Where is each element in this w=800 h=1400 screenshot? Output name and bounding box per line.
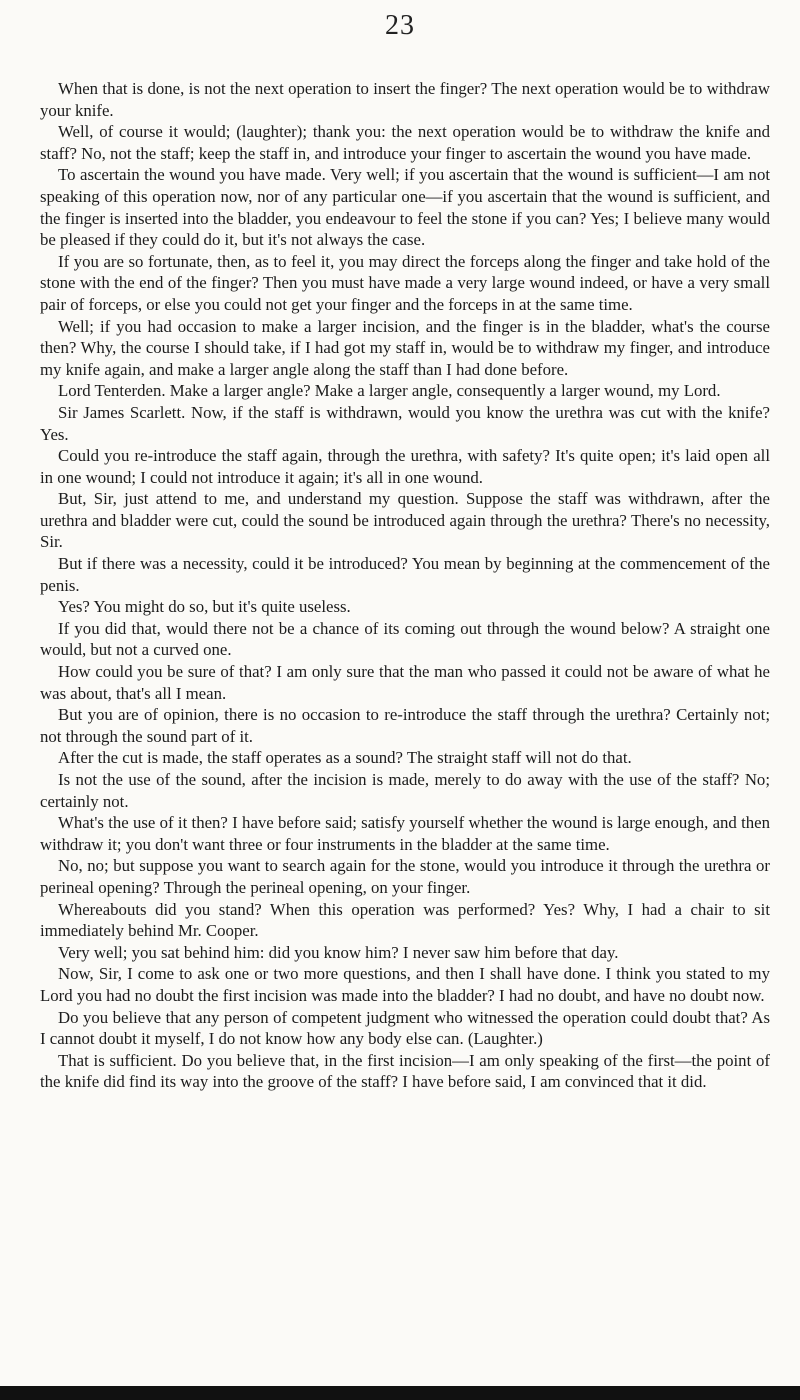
bottom-edge-bar: [0, 1386, 800, 1400]
paragraph: That is sufficient. Do you believe that, in the first incision—I am only speaking of the first—the point of the knife did find its way into the groove of the staff? I have before said, I am convinced that it did.: [40, 1050, 770, 1092]
paragraph: If you did that, would there not be a chance of its coming out through the wound below? A straight one would, but not a curved one.: [40, 618, 770, 660]
paragraph: Sir James Scarlett. Now, if the staff is withdrawn, would you know the urethra was cut with the knife? Yes.: [40, 402, 770, 444]
paragraph: Well, of course it would; (laughter); thank you: the next operation would be to withdraw the knife and staff? No, not the staff; keep the staff in, and introduce your finger to ascertain the wound you have made.: [40, 122, 770, 163]
paragraph: Lord Tenterden. Make a larger angle? Make a larger angle, consequently a larger wound, my Lord.: [58, 381, 721, 401]
paragraph: Is not the use of the sound, after the incision is made, merely to do away with the use of the staff? No; certainly not.: [40, 770, 770, 811]
paragraph: But you are of opinion, there is no occasion to re-introduce the staff through the urethra? Certainly not; not through the sound part of it.: [40, 705, 770, 746]
paragraph: Yes? You might do so, but it's quite useless.: [58, 597, 351, 617]
paragraph: But if there was a necessity, could it be introduced? You mean by beginning at the commencement of the penis.: [40, 554, 770, 595]
paragraph: Whereabouts did you stand? When this operation was performed? Yes? Why, I had a chair to sit immediately behind Mr. Cooper.: [40, 899, 770, 941]
paragraph: Now, Sir, I come to ask one or two more questions, and then I shall have done. I think you stated to my Lord you had no doubt the first incision was made into the bladder? I had no doubt, and have no doubt now.: [40, 964, 770, 1005]
paragraph: Do you believe that any person of competent judgment who witnessed the operation could doubt that? As I cannot doubt it myself, I do not know how any body else can. (Laughter.): [40, 1007, 770, 1049]
paragraph: Very well; you sat behind him: did you know him? I never saw him before that day.: [58, 942, 619, 962]
paragraph: But, Sir, just attend to me, and understand my question. Suppose the staff was withdrawn, after the urethra and bladder were cut, could the sound be introduced again through the urethra? There's no necessity, Sir.: [40, 489, 770, 552]
paragraph: How could you be sure of that? I am only sure that the man who passed it could not be aware of what he was about, that's all I mean.: [40, 662, 770, 703]
paragraph: After the cut is made, the staff operates as a sound? The straight staff will not do that.: [58, 748, 632, 768]
body-text: [40, 78, 770, 1093]
page-number: 23: [385, 10, 415, 41]
paragraph: If you are so fortunate, then, as to feel it, you may direct the forceps along the finger and take hold of the stone with the end of the finger? Then you must have made a very large wound indeed, or have a very small pair of forceps, or else you could not get your finger and the forceps in at the same time.: [40, 251, 770, 314]
paragraph: To ascertain the wound you have made. Very well; if you ascertain that the wound is sufficient—I am not speaking of this operation now, nor of any particular one—if you ascertain that the wound is sufficient, and the finger is inserted into the bladder, you endeavour to feel the stone if you can? Yes; I believe many would be pleased if they could do it, but it's not always the case.: [40, 165, 770, 250]
paragraph: What's the use of it then? I have before said; satisfy yourself whether the wound is large enough, and then withdraw it; you don't want three or four instruments in the bladder at the same time.: [40, 813, 770, 854]
paragraph: When that is done, is not the next operation to insert the finger? The next operation would be to withdraw your knife.: [40, 79, 770, 120]
paragraph: Could you re-introduce the staff again, through the urethra, with safety? It's quite open; it's laid open all in one wound; I could not introduce it again; it's all in one wound.: [40, 446, 770, 487]
paragraph: No, no; but suppose you want to search again for the stone, would you introduce it through the urethra or perineal opening? Through the perineal opening, on your finger.: [40, 856, 770, 897]
paragraph: Well; if you had occasion to make a larger incision, and the finger is in the bladder, what's the course then? Why, the course I should take, if I had got my staff in, would be to withdraw my finger, and introduce my knife again, and make a larger angle along the staff than I had done before.: [40, 316, 770, 379]
